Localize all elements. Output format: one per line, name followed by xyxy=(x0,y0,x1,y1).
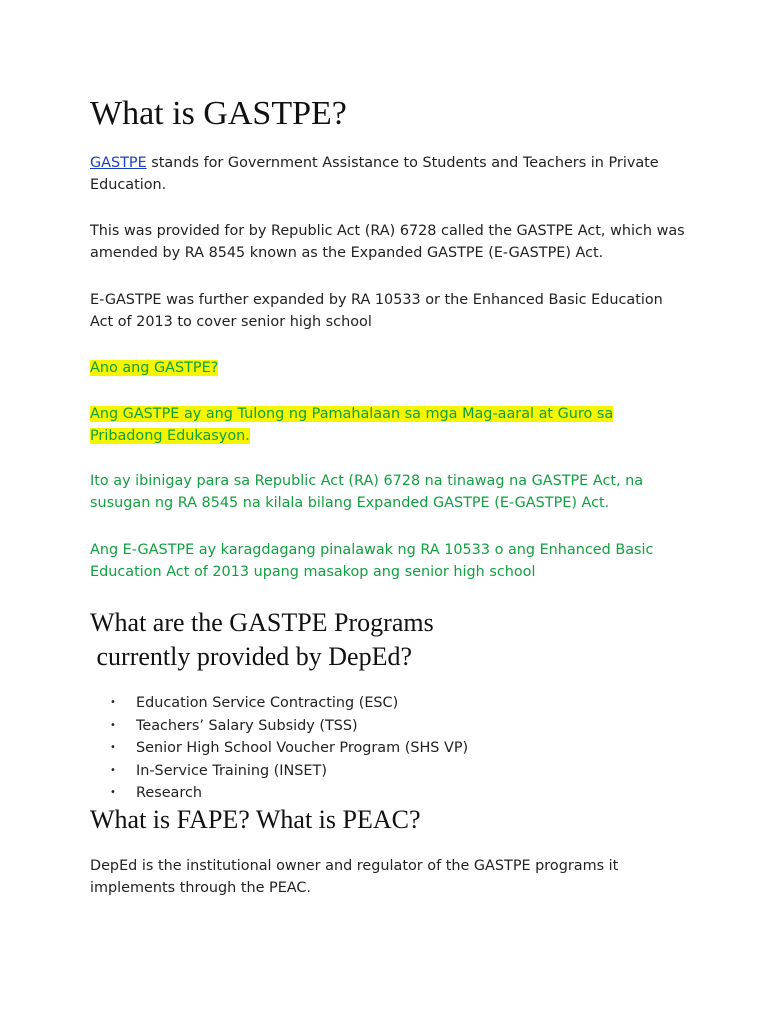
programs-heading-line-2: currently provided by DepEd? xyxy=(90,642,413,671)
intro-text: stands for Government Assistance to Students and Teachers in Private Education. xyxy=(90,155,659,193)
ra10533-paragraph: E-GASTPE was further expanded by RA 10533 or the Enhanced Basic Education Act of 2013 to cover senior high school xyxy=(90,292,663,330)
tagalog-answer-text: Ang GASTPE ay ang Tulong ng Pamahalaan sa mga Mag-aaral at Guro sa Pribadong Edukasyon. xyxy=(90,406,614,444)
list-item-text: Senior High School Voucher Program (SHS VP) xyxy=(136,740,469,757)
tagalog-paragraph-1: Ito ay ibinigay para sa Republic Act (RA) 6728 na tinawag na GASTPE Act, na susugan ng RA 8545 na kilala bilang Expanded GASTPE (E-GASTPE) Act. xyxy=(90,473,644,511)
bullet-icon: • xyxy=(110,697,116,708)
gastpe-link[interactable]: GASTPE xyxy=(90,155,147,171)
list-item xyxy=(90,715,468,738)
programs-heading-line-1: What are the GASTPE Programs xyxy=(90,608,434,637)
bullet-icon: • xyxy=(110,787,116,799)
tagalog-question xyxy=(90,357,690,379)
list-item-text: Research xyxy=(136,785,203,802)
list-item-text: Education Service Contracting (ESC) xyxy=(136,695,399,711)
tagalog-answer xyxy=(90,403,630,447)
tagalog-paragraph-2: Ang E-GASTPE ay karagdagang pinalawak ng RA 10533 o ang Enhanced Basic Education Act of 2013 upang masakop ang senior high school xyxy=(90,542,654,580)
tagalog-question-text: Ano ang GASTPE? xyxy=(90,360,219,376)
list-item xyxy=(90,760,468,783)
list-item xyxy=(90,692,468,715)
bullet-icon: • xyxy=(110,719,116,731)
programs-list xyxy=(90,692,468,805)
list-item xyxy=(90,737,468,760)
list-item xyxy=(90,782,468,805)
intro-paragraph xyxy=(90,152,690,196)
list-item-text: Teachers’ Salary Subsidy (TSS) xyxy=(136,717,358,734)
bullet-icon: • xyxy=(110,764,116,776)
page-title: What is GASTPE? xyxy=(90,95,347,132)
fape-heading: What is FAPE? What is PEAC? xyxy=(90,805,421,834)
fape-paragraph: DepEd is the institutional owner and regulator of the GASTPE programs it implements through the PEAC. xyxy=(90,858,619,896)
list-item-text: In-Service Training (INSET) xyxy=(136,762,327,779)
bullet-icon: • xyxy=(110,742,116,754)
ra6728-paragraph: This was provided for by Republic Act (RA) 6728 called the GASTPE Act, which was amended by RA 8545 known as the Expanded GASTPE (E-GASTPE) Act. xyxy=(90,223,685,261)
